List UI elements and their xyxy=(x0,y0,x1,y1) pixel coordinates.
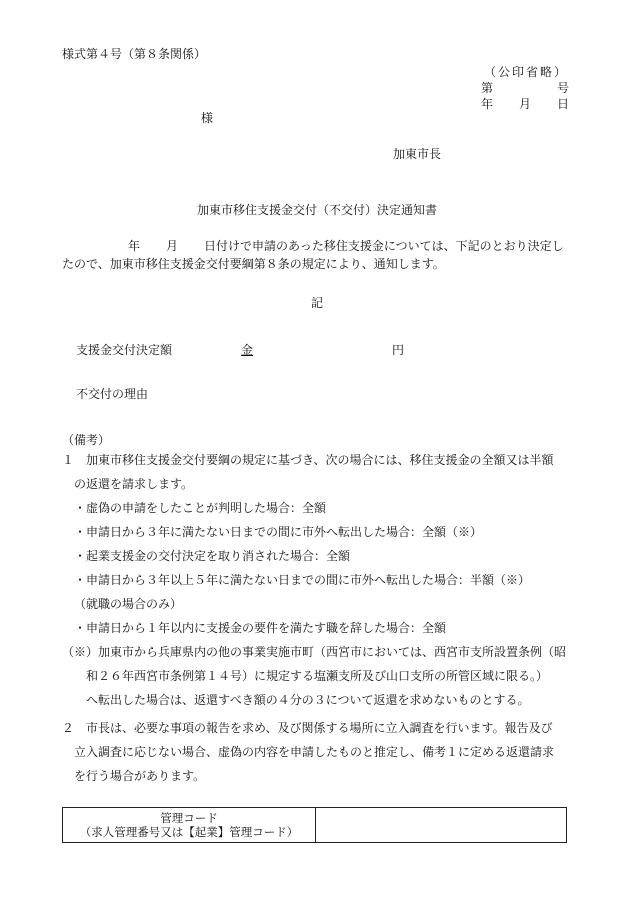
management-code-table xyxy=(62,807,567,843)
document-number-prefix: 第 xyxy=(481,81,494,95)
asterisk-note-line2: 和２６年西宮市条例第１４号）に規定する塩瀬支所及び山口支所の所管区域に限る。） xyxy=(86,669,549,683)
reason-label: 不交付の理由 xyxy=(76,387,149,401)
seal-omitted-note: （公印省略） xyxy=(484,65,569,79)
management-code-label-line1: 管理コード xyxy=(160,811,218,825)
note2 xyxy=(62,716,554,788)
note1-line1: １ 加東市移住支援金交付要綱の規定に基づき、次の場合には、移住支援金の全額又は半額 xyxy=(62,453,554,467)
employment-only-note: （就職の場合のみ） xyxy=(74,597,183,611)
note1-bullet-2: ・申請日から３年に満たない日までの間に市外へ転出した場合：全額（※） xyxy=(74,525,483,539)
sender-name: 加東市長 xyxy=(393,147,442,161)
intro-text-line1: 日付けで申請のあった移住支援金については、下記のとおり決定し xyxy=(204,239,564,253)
amount-field xyxy=(241,342,404,358)
management-code-label xyxy=(63,808,316,843)
note2-line3: を行う場合があります。 xyxy=(74,769,206,783)
document-number-suffix: 号 xyxy=(557,81,570,95)
recipient-honorific: 様 xyxy=(201,111,214,125)
intro-text-line2: たので、加東市移住支援金交付要綱第８条の規定により、通知します。 xyxy=(62,257,445,271)
document-title: 加東市移住支援金交付（不交付）決定通知書 xyxy=(197,203,438,217)
note2-line2: 立入調査に応じない場合、虚偽の内容を申請したものと推定し、備考１に定める返還請求 xyxy=(74,745,555,759)
note1-bullet-1: ・虚偽の申請をしたことが判明した場合：全額 xyxy=(74,501,327,515)
date-month-label: 月 xyxy=(519,97,532,111)
date-day-label: 日 xyxy=(557,97,570,111)
form-label: 様式第４号（第８条関係） xyxy=(62,47,207,61)
intro-month-label: 月 xyxy=(166,239,179,253)
note1-bullet-3: ・起業支援金の交付決定を取り消された場合：全額 xyxy=(74,549,351,563)
note1-line2: の返還を請求します。 xyxy=(74,477,194,491)
note1-bullet-4: ・申請日から３年以上５年に満たない日までの間に市外へ転出した場合：半額（※） xyxy=(74,573,531,587)
date-year-label: 年 xyxy=(481,97,494,111)
notes-heading: （備考） xyxy=(62,433,111,447)
note2-line1: ２ 市長は、必要な事項の報告を求め、及び関係する場所に立入調査を行います。報告及び xyxy=(62,721,553,735)
asterisk-note-line3: へ転出した場合は、返還すべき額の４分の３について返還を求めないものとする。 xyxy=(86,693,530,707)
ki-heading: 記 xyxy=(311,296,324,310)
intro-year-label: 年 xyxy=(128,239,141,253)
note1-bullet-5: ・申請日から１年以内に支援金の要件を満たす職を辞した場合：全額 xyxy=(74,621,447,635)
management-code-label-line2: （求人管理番号又は【起業】管理コード） xyxy=(79,825,299,839)
management-code-value[interactable] xyxy=(316,808,567,843)
amount-label: 支援金交付決定額 xyxy=(76,343,173,357)
amount-prefix: 金 xyxy=(241,343,254,357)
amount-suffix: 円 xyxy=(391,343,404,357)
asterisk-note-line1: （※）加東市から兵庫県内の他の事業実施市町（西宮市においては、西宮市支所設置条例（昭 xyxy=(62,645,567,659)
notes-list xyxy=(62,448,566,712)
